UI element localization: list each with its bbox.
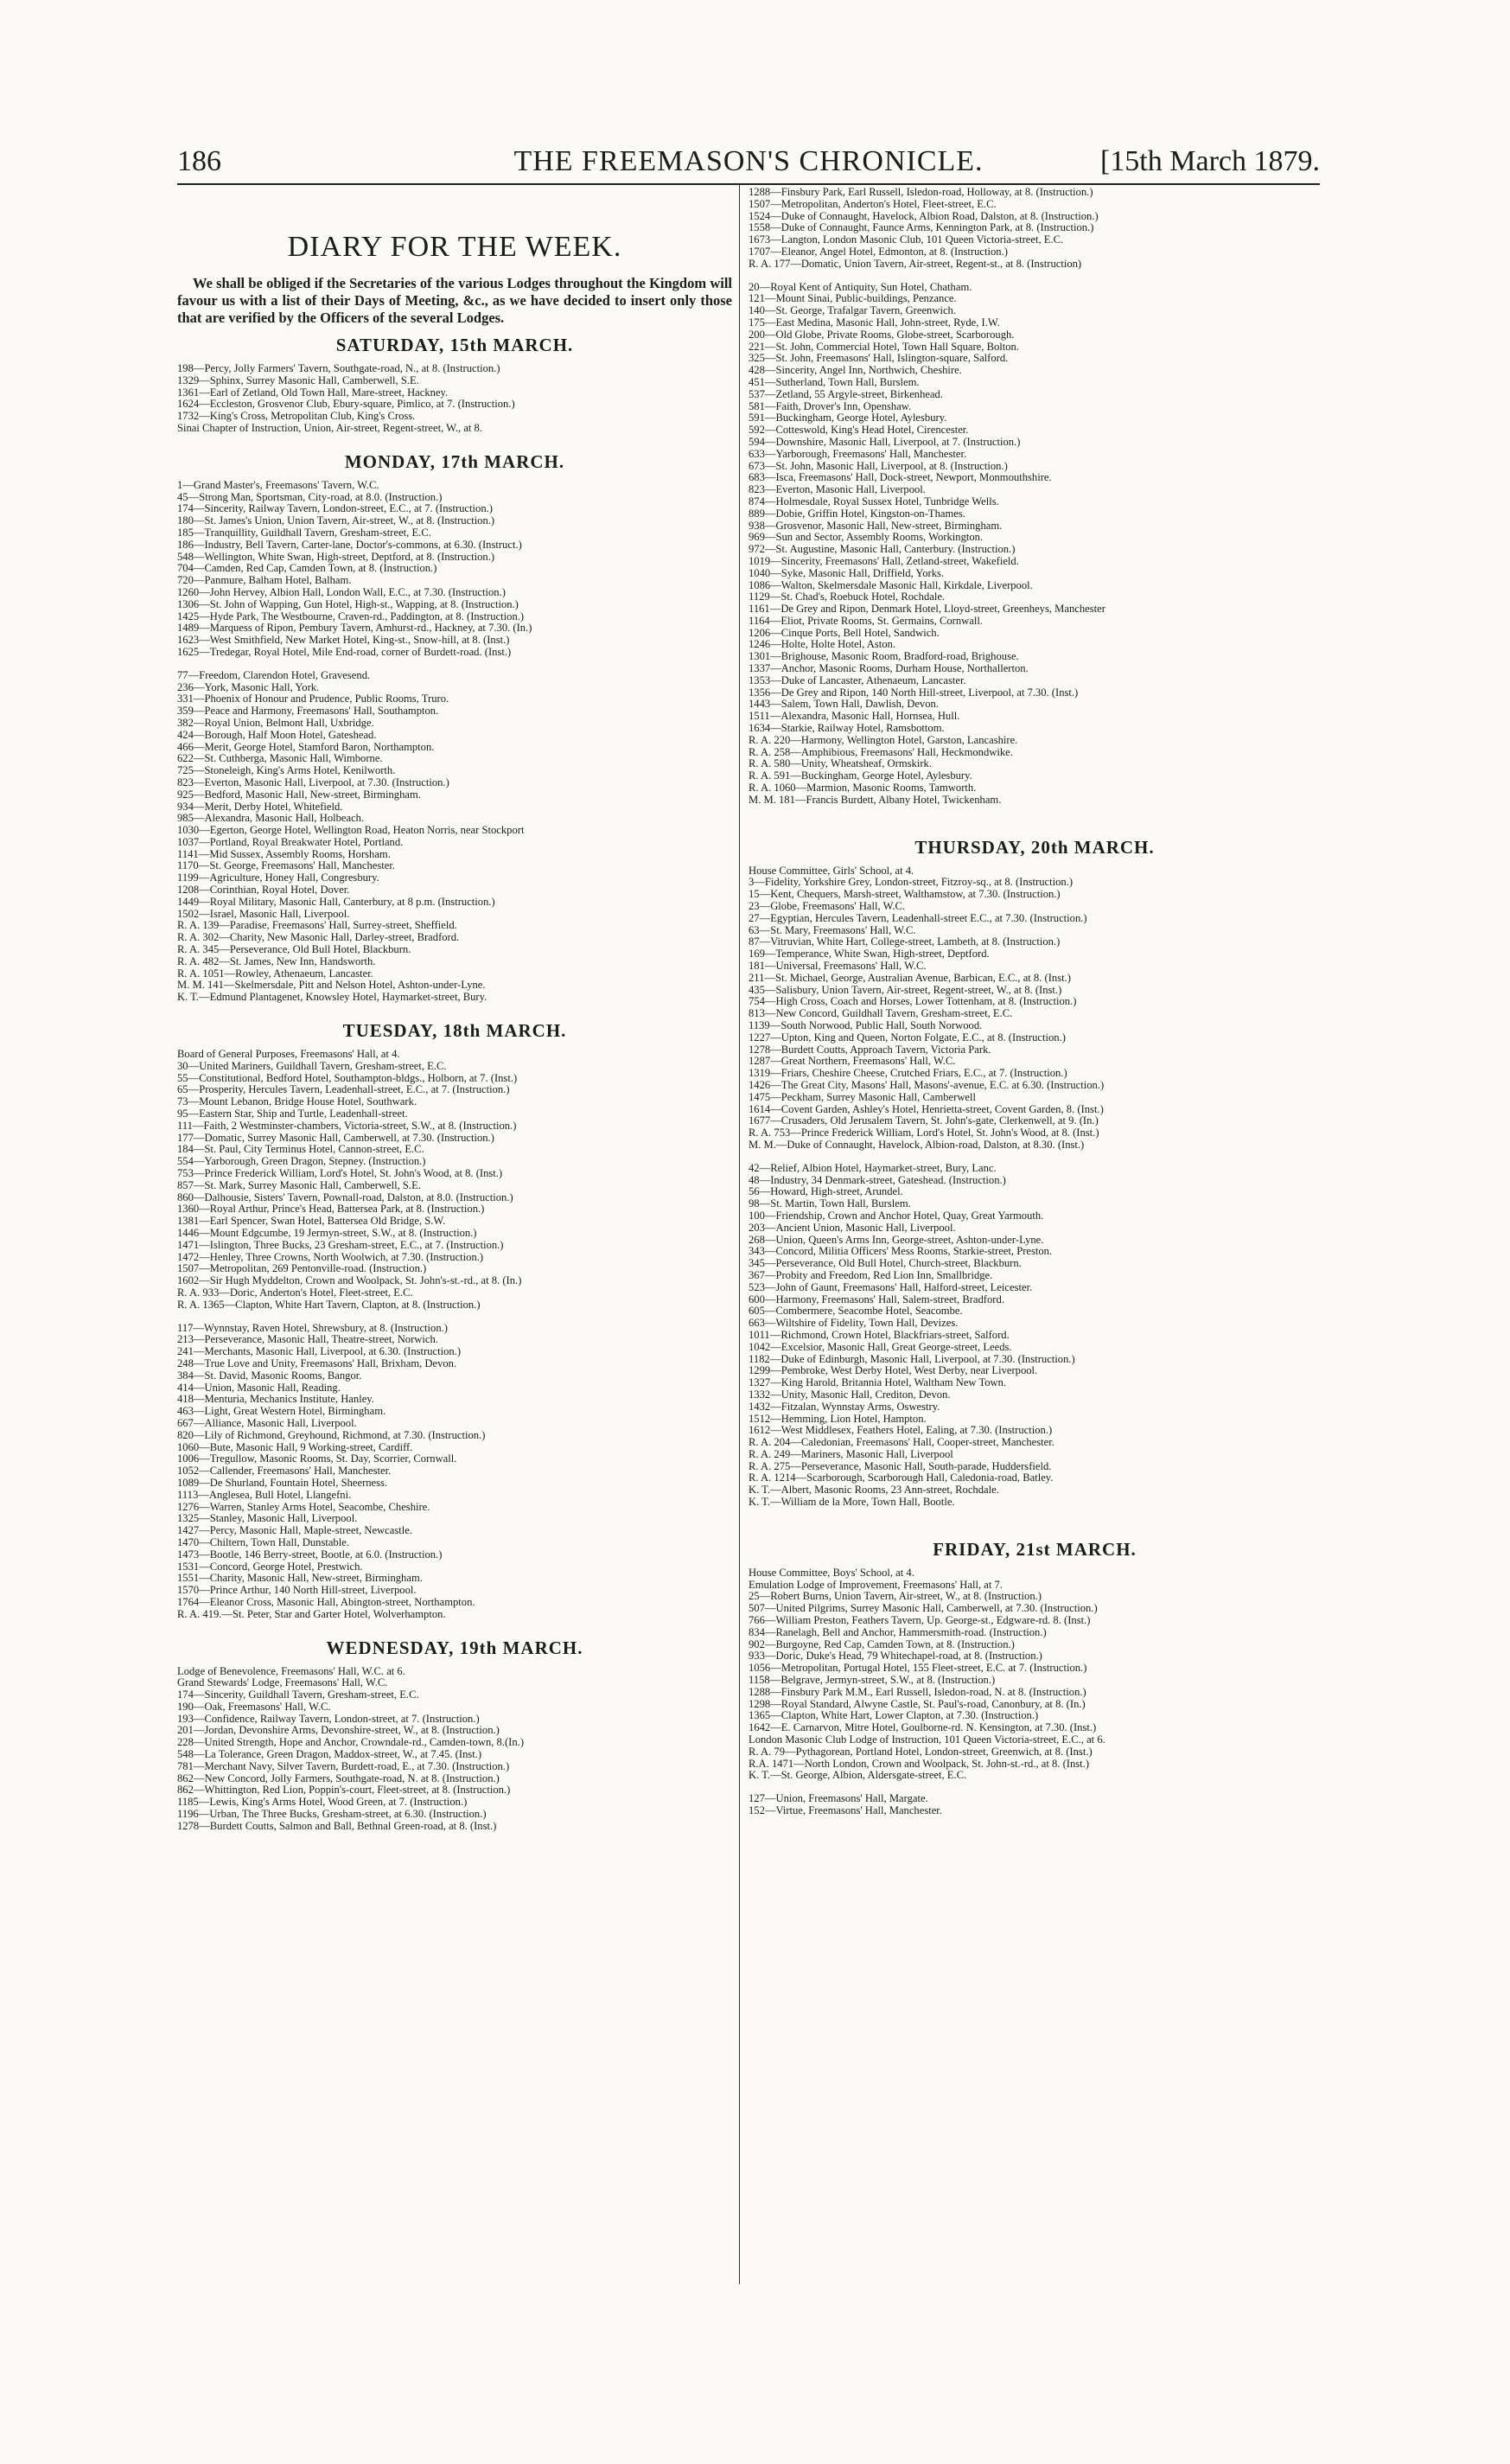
lodge-entry: 359—Peace and Harmony, Freemasons' Hall, Southampton. bbox=[177, 705, 439, 718]
lodge-entry: K. T.—St. George, Albion, Aldersgate-street, E.C. bbox=[749, 1770, 967, 1782]
lodge-entry: 1642—E. Carnarvon, Mitre Hotel, Goulborne-rd. N. Kensington, at 7.30. (Inst.) bbox=[749, 1722, 1097, 1734]
lodge-entry: 1507—Metropolitan, Anderton's Hotel, Fleet-street, E.C. bbox=[749, 198, 997, 210]
lodge-entry: 813—New Concord, Guildhall Tavern, Gresham-street, E.C. bbox=[749, 1008, 1013, 1020]
lodge-entry: 1306—St. John of Wapping, Gun Hotel, High-st., Wapping, at 8. (Instruction.) bbox=[177, 598, 519, 610]
lodge-entry: 1707—Eleanor, Angel Hotel, Edmonton, at 8. (Instruction.) bbox=[749, 246, 1008, 258]
lodge-entry: R. A. 1214—Scarborough, Scarborough Hall, Caledonia-road, Batley. bbox=[749, 1472, 1054, 1484]
lodge-entry: 902—Burgoyne, Red Cap, Camden Town, at 8. (Instruction.) bbox=[749, 1638, 1015, 1650]
lodge-entry: 1511—Alexandra, Masonic Hall, Hornsea, Hull. bbox=[749, 711, 960, 723]
lodge-entry: 27—Egyptian, Hercules Tavern, Leadenhall-street E.C., at 7.30. (Instruction.) bbox=[749, 912, 1087, 924]
lodge-entry: 45—Strong Man, Sportsman, City-road, at 8.0. (Instruction.) bbox=[177, 491, 443, 503]
lodge-entry: 1673—Langton, London Masonic Club, 101 Queen Victoria-street, E.C. bbox=[749, 234, 1064, 246]
lodge-entry: R. A. 275—Perseverance, Masonic Hall, South-parade, Huddersfield. bbox=[749, 1460, 1052, 1472]
lodge-entry: 48—Industry, 34 Denmark-street, Gateshead. (Instruction.) bbox=[749, 1174, 1006, 1186]
lodge-entry: 198—Percy, Jolly Farmers' Tavern, Southgate-road, N., at 8. (Instruction.) bbox=[177, 363, 500, 374]
lodge-entry: 1052—Callender, Freemasons' Hall, Manchester. bbox=[177, 1465, 392, 1478]
lodge-entry: 823—Everton, Masonic Hall, Liverpool. bbox=[749, 484, 926, 496]
lodge-entry: 345—Perseverance, Old Bull Hotel, Church-street, Blackburn. bbox=[749, 1258, 1022, 1270]
lodge-entry: 554—Yarborough, Green Dragon, Stepney. (Instruction.) bbox=[177, 1156, 426, 1168]
lodge-entry: 1432—Fitzalan, Wynnstay Arms, Oswestry. bbox=[749, 1401, 940, 1413]
lodge-entry: 969—Sun and Sector, Assembly Rooms, Workington. bbox=[749, 532, 984, 544]
lodge-entry: 938—Grosvenor, Masonic Hall, New-street, Birmingham. bbox=[749, 520, 1003, 532]
lodge-entry: 985—Alexandra, Masonic Hall, Holbeach. bbox=[177, 813, 365, 825]
lodge-entry: R. A. 302—Charity, New Masonic Hall, Darley-street, Bradford. bbox=[177, 932, 460, 944]
lodge-entry: 1624—Eccleston, Grosvenor Club, Ebury-square, Pimlico, at 7. (Instruction.) bbox=[177, 399, 515, 411]
lodge-entry: 1288—Finsbury Park, Earl Russell, Isledon-road, Holloway, at 8. (Instruction.) bbox=[749, 187, 1093, 198]
section-thursday bbox=[749, 836, 1321, 1509]
lodge-entry: 1732—King's Cross, Metropolitan Club, King's Cross. bbox=[177, 411, 416, 423]
lodge-entry: 343—Concord, Militia Officers' Mess Rooms, Starkie-street, Preston. bbox=[749, 1246, 1053, 1258]
lodge-entry: 1353—Duke of Lancaster, Athenaeum, Lancaster. bbox=[749, 674, 966, 686]
lodge-entry: R. A. 753—Prince Frederick William, Lord's Hotel, St. John's Wood, at 8. (Inst.) bbox=[749, 1127, 1099, 1139]
lodge-entry: 1551—Charity, Masonic Hall, New-street, Birmingham. bbox=[177, 1573, 423, 1585]
lodge-entry: R. A. 249—Mariners, Masonic Hall, Liverpool bbox=[749, 1448, 953, 1460]
lodge-entry: 87—Vitruvian, White Hart, College-street, Lambeth, at 8. (Instruction.) bbox=[749, 936, 1061, 948]
entry-list-thursday bbox=[749, 865, 1321, 1509]
lodge-entry: 1623—West Smithfield, New Market Hotel, King-st., Snow-hill, at 8. (Inst.) bbox=[177, 635, 510, 647]
lodge-entry: 834—Ranelagh, Bell and Anchor, Hammersmith-road. (Instruction.) bbox=[749, 1626, 1047, 1638]
lodge-entry: 1246—Holte, Holte Hotel, Aston. bbox=[749, 639, 896, 651]
lodge-entry: 117—Wynnstay, Raven Hotel, Shrewsbury, at 8. (Instruction.) bbox=[177, 1322, 448, 1334]
day-heading-wednesday: WEDNESDAY, 19th MARCH. bbox=[326, 1637, 583, 1658]
lodge-entry: M. M. 181—Francis Burdett, Albany Hotel, Twickenham. bbox=[749, 794, 1002, 806]
lodge-entry: 1158—Belgrave, Jermyn-street, S.W., at 8. (Instruction.) bbox=[749, 1675, 996, 1687]
section-monday bbox=[177, 450, 732, 1004]
lodge-entry: 1327—King Harold, Britannia Hotel, Waltham New Town. bbox=[749, 1377, 1007, 1389]
lodge-entry: Emulation Lodge of Improvement, Freemasons' Hall, at 7. bbox=[749, 1579, 1003, 1591]
lodge-entry: 1170—St. George, Freemasons' Hall, Manchester. bbox=[177, 860, 395, 872]
column-divider bbox=[739, 185, 740, 2284]
entry-gap bbox=[749, 271, 1321, 282]
lodge-entry: 874—Holmesdale, Royal Sussex Hotel, Tunbridge Wells. bbox=[749, 495, 999, 507]
lodge-entry: R. A. 482—St. James, New Inn, Handsworth. bbox=[177, 955, 376, 967]
lodge-entry: 581—Faith, Drover's Inn, Openshaw. bbox=[749, 400, 912, 412]
lodge-entry: 1602—Sir Hugh Myddelton, Crown and Woolpack, St. John's-st.-rd., at 8. (In.) bbox=[177, 1275, 522, 1287]
lodge-entry: 1113—Anglesea, Bull Hotel, Llangefni. bbox=[177, 1489, 352, 1501]
lodge-entry: R. A. 419.—St. Peter, Star and Garter Hotel, Wolverhampton. bbox=[177, 1608, 446, 1620]
entry-list-friday bbox=[749, 1567, 1321, 1817]
lodge-entry: R. A. 204—Caledonian, Freemasons' Hall, Cooper-street, Manchester. bbox=[749, 1437, 1054, 1449]
lodge-entry: 331—Phoenix of Honour and Prudence, Public Rooms, Truro. bbox=[177, 693, 449, 705]
entry-list-saturday bbox=[177, 363, 732, 435]
lodge-entry: 3—Fidelity, Yorkshire Grey, London-street, Fitzroy-sq., at 8. (Instruction.) bbox=[749, 877, 1074, 889]
lodge-entry: 1507—Metropolitan, 269 Pentonville-road. (Instruction.) bbox=[177, 1263, 427, 1275]
lodge-entry: House Committee, Boys' School, at 4. bbox=[749, 1567, 914, 1579]
lodge-entry: 451—Sutherland, Town Hall, Burslem. bbox=[749, 376, 920, 388]
diary-intro: We shall be obliged if the Secretaries of the various Lodges throughout the Kingdom will favour us with a list of their Days of Meeting, &c., as we have decided to insert only those that are verified by the Officers of the several Lodges. bbox=[177, 275, 732, 326]
lodge-entry: 1502—Israel, Masonic Hall, Liverpool. bbox=[177, 908, 350, 920]
lodge-entry: 1512—Hemming, Lion Hotel, Hampton. bbox=[749, 1413, 927, 1425]
lodge-entry: R. A. 177—Domatic, Union Tavern, Air-street, Regent-st., at 8. (Instruction) bbox=[749, 258, 1082, 270]
lodge-entry: 100—Friendship, Crown and Anchor Hotel, Quay, Great Yarmouth. bbox=[749, 1210, 1044, 1222]
lodge-entry: 704—Camden, Red Cap, Camden Town, at 8. (Instruction.) bbox=[177, 563, 437, 575]
lodge-entry: 65—Prosperity, Hercules Tavern, Leadenhall-street, E.C., at 7. (Instruction.) bbox=[177, 1084, 510, 1096]
lodge-entry: 1301—Brighouse, Masonic Room, Bradford-road, Brighouse. bbox=[749, 651, 1019, 663]
section-saturday bbox=[177, 334, 732, 435]
lodge-entry: 820—Lily of Richmond, Greyhound, Richmond, at 7.30. (Instruction.) bbox=[177, 1429, 486, 1441]
lodge-entry: 1524—Duke of Connaught, Havelock, Albion Road, Dalston, at 8. (Instruction.) bbox=[749, 210, 1099, 222]
lodge-entry: 23—Globe, Freemasons' Hall, W.C. bbox=[749, 901, 906, 913]
lodge-entry: 1288—Finsbury Park M.M., Earl Russell, Isledon-road, N. at 8. (Instruction.) bbox=[749, 1686, 1086, 1698]
issue-date: [15th March 1879. bbox=[1099, 145, 1320, 177]
lodge-entry: 1040—Syke, Masonic Hall, Driffield, Yorks. bbox=[749, 567, 945, 579]
lodge-entry: 248—True Love and Unity, Freemasons' Hall, Brixham, Devon. bbox=[177, 1357, 457, 1369]
lodge-entry: 594—Downshire, Masonic Hall, Liverpool, at 7. (Instruction.) bbox=[749, 436, 1021, 448]
lodge-entry: 1298—Royal Standard, Alwyne Castle, St. Paul's-road, Canonbury, at 8. (In.) bbox=[749, 1698, 1086, 1710]
lodge-entry: 1634—Starkie, Railway Hotel, Ramsbottom. bbox=[749, 723, 945, 735]
lodge-entry: 111—Faith, 2 Westminster-chambers, Victoria-street, S.W., at 8. (Instruction.) bbox=[177, 1120, 517, 1132]
lodge-entry: K. T.—Edmund Plantagenet, Knowsley Hotel, Haymarket-street, Bury. bbox=[177, 992, 487, 1004]
lodge-entry: 889—Dobie, Griffin Hotel, Kingston-on-Thames. bbox=[749, 507, 965, 520]
lodge-entry: 1426—The Great City, Masons' Hall, Masons'-avenue, E.C. at 6.30. (Instruction.) bbox=[749, 1079, 1105, 1091]
lodge-entry: 1299—Pembroke, West Derby Hotel, West Derby, near Liverpool. bbox=[749, 1365, 1038, 1377]
lodge-entry: 1037—Portland, Royal Breakwater Hotel, Portland. bbox=[177, 836, 404, 848]
lodge-entry: 1425—Hyde Park, The Westbourne, Craven-rd., Paddington, at 8. (Instruction.) bbox=[177, 610, 525, 622]
lodge-entry: 1—Grand Master's, Freemasons' Tavern, W.C. bbox=[177, 479, 379, 491]
lodge-entry: R. A. 258—Amphibious, Freemasons' Hall, Heckmondwike. bbox=[749, 746, 1013, 758]
lodge-entry: Grand Stewards' Lodge, Freemasons' Hall, W.C. bbox=[177, 1677, 388, 1689]
lodge-entry: 186—Industry, Bell Tavern, Carter-lane, Doctor's-commons, at 6.30. (Instruct.) bbox=[177, 539, 522, 551]
lodge-entry: 20—Royal Kent of Antiquity, Sun Hotel, Chatham. bbox=[749, 281, 972, 293]
lodge-entry: 925—Bedford, Masonic Hall, New-street, Birmingham. bbox=[177, 788, 421, 801]
lodge-entry: 241—Merchants, Masonic Hall, Liverpool, at 6.30. (Instruction.) bbox=[177, 1346, 462, 1358]
lodge-entry: 228—United Strength, Hope and Anchor, Crowndale-rd., Camden-town, 8.(In.) bbox=[177, 1737, 525, 1749]
lodge-entry: 1471—Islington, Three Bucks, 23 Gresham-street, E.C., at 7. (Instruction.) bbox=[177, 1239, 504, 1251]
day-heading-saturday: SATURDAY, 15th MARCH. bbox=[335, 335, 574, 355]
lodge-entry: 1042—Excelsior, Masonic Hall, Great George-street, Leeds. bbox=[749, 1341, 1012, 1353]
lodge-entry: 720—Panmure, Balham Hotel, Balham. bbox=[177, 575, 352, 587]
lodge-entry: 1260—John Hervey, Albion Hall, London Wall, E.C., at 7.30. (Instruction.) bbox=[177, 586, 506, 598]
page-number: 186 bbox=[177, 145, 221, 177]
lodge-entry: R.A. 1471—North London, Crown and Woolpack, St. John-st.-rd., at 8. (Inst.) bbox=[749, 1758, 1090, 1770]
lodge-entry: 428—Sincerity, Angel Inn, Northwich, Cheshire. bbox=[749, 365, 962, 377]
entry-gap bbox=[177, 659, 732, 670]
lodge-entry: 1446—Mount Edgcumbe, 19 Jermyn-street, S.W., at 8. (Instruction.) bbox=[177, 1228, 477, 1239]
lodge-entry: 1227—Upton, King and Queen, Norton Folgate, E.C., at 8. (Instruction.) bbox=[749, 1031, 1066, 1044]
lodge-entry: 236—York, Masonic Hall, York. bbox=[177, 681, 320, 693]
lodge-entry: 862—New Concord, Jolly Farmers, Southgate-road, N. at 8. (Instruction.) bbox=[177, 1772, 500, 1784]
left-column bbox=[177, 187, 732, 1848]
lodge-entry: 753—Prince Frederick William, Lord's Hotel, St. John's Wood, at 8. (Inst.) bbox=[177, 1168, 503, 1180]
lodge-entry: 1531—Concord, George Hotel, Prestwich. bbox=[177, 1561, 363, 1573]
entry-list-wednesday-part1 bbox=[177, 1666, 732, 1833]
lodge-entry: 77—Freedom, Clarendon Hotel, Gravesend. bbox=[177, 669, 371, 681]
lodge-entry: 184—St. Paul, City Terminus Hotel, Cannon-street, E.C. bbox=[177, 1144, 424, 1156]
lodge-entry: 193—Confidence, Railway Tavern, London-street, at 7. (Instruction.) bbox=[177, 1713, 480, 1725]
lodge-entry: K. T.—Albert, Masonic Rooms, 23 Ann-street, Rochdale. bbox=[749, 1484, 999, 1497]
lodge-entry: 548—Wellington, White Swan, High-street, Deptford, at 8. (Instruction.) bbox=[177, 551, 495, 563]
lodge-entry: 435—Salisbury, Union Tavern, Air-street, Regent-street, W., at 8. (Inst.) bbox=[749, 984, 1062, 996]
lodge-entry: 605—Combermere, Seacombe Hotel, Seacombe. bbox=[749, 1305, 963, 1318]
day-heading-thursday: THURSDAY, 20th MARCH. bbox=[914, 836, 1155, 858]
day-heading-friday: FRIDAY, 21st MARCH. bbox=[933, 1538, 1137, 1560]
lodge-entry: 1570—Prince Arthur, 140 North Hill-street, Liverpool. bbox=[177, 1585, 417, 1597]
entry-gap bbox=[749, 1782, 1321, 1793]
lodge-entry: 592—Cotteswold, King's Head Hotel, Cirencester. bbox=[749, 424, 969, 437]
lodge-entry: 1329—Sphinx, Surrey Masonic Hall, Camberwell, S.E. bbox=[177, 374, 419, 386]
lodge-entry: 1011—Richmond, Crown Hotel, Blackfriars-street, Salford. bbox=[749, 1329, 1010, 1341]
lodge-entry: 180—St. James's Union, Union Tavern, Air-street, W., at 8. (Instruction.) bbox=[177, 515, 495, 527]
lodge-entry: 25—Robert Burns, Union Tavern, Air-street, W., at 8. (Instruction.) bbox=[749, 1591, 1042, 1603]
lodge-entry: House Committee, Girls' School, at 4. bbox=[749, 865, 914, 877]
lodge-entry: 181—Universal, Freemasons' Hall, W.C. bbox=[749, 961, 927, 973]
lodge-entry: 56—Howard, High-street, Arundel. bbox=[749, 1186, 903, 1198]
lodge-entry: 622—St. Cuthberga, Masonic Hall, Wimborne. bbox=[177, 753, 383, 765]
lodge-entry: M. M.—Duke of Connaught, Havelock, Albion-road, Dalston, at 8.30. (Inst.) bbox=[749, 1139, 1085, 1151]
lodge-entry: 466—Merit, George Hotel, Stamford Baron, Northampton. bbox=[177, 741, 435, 753]
lodge-entry: 1206—Cinque Ports, Bell Hotel, Sandwich. bbox=[749, 627, 940, 639]
lodge-entry: 95—Eastern Star, Ship and Turtle, Leadenhall-street. bbox=[177, 1108, 408, 1120]
lodge-entry: 1614—Covent Garden, Ashley's Hotel, Henrietta-street, Covent Garden, 8. (Inst.) bbox=[749, 1103, 1104, 1115]
lodge-entry: London Masonic Club Lodge of Instruction, 101 Queen Victoria-street, E.C., at 6. bbox=[749, 1734, 1105, 1746]
lodge-entry: 507—United Pilgrims, Surrey Masonic Hall, Camberwell, at 7.30. (Instruction.) bbox=[749, 1603, 1098, 1615]
lodge-entry: 1356—De Grey and Ripon, 140 North Hill-street, Liverpool, at 7.30. (Inst.) bbox=[749, 686, 1079, 699]
lodge-entry: 1449—Royal Military, Masonic Hall, Canterbury, at 8 p.m. (Instruction.) bbox=[177, 896, 495, 908]
lodge-entry: 174—Sincerity, Guildhall Tavern, Gresham-street, E.C. bbox=[177, 1689, 419, 1701]
lodge-entry: 221—St. John, Commercial Hotel, Town Hall Square, Bolton. bbox=[749, 341, 1020, 353]
entry-gap bbox=[177, 1312, 732, 1323]
lodge-entry: R. A. 139—Paradise, Freemasons' Hall, Surrey-street, Sheffield. bbox=[177, 920, 457, 932]
lodge-entry: 1056—Metropolitan, Portugal Hotel, 155 Fleet-street, E.C. at 7. (Instruction.) bbox=[749, 1663, 1087, 1675]
lodge-entry: 1196—Urban, The Three Bucks, Gresham-street, at 6.30. (Instruction.) bbox=[177, 1809, 487, 1821]
lodge-entry: 1182—Duke of Edinburgh, Masonic Hall, Liverpool, at 7.30. (Instruction.) bbox=[749, 1353, 1075, 1365]
section-friday bbox=[749, 1538, 1321, 1817]
lodge-entry: R. A. 591—Buckingham, George Hotel, Aylesbury. bbox=[749, 770, 972, 782]
lodge-entry: 600—Harmony, Freemasons' Hall, Salem-street, Bradford. bbox=[749, 1293, 1004, 1305]
lodge-entry: 673—St. John, Masonic Hall, Liverpool, at 8. (Instruction.) bbox=[749, 460, 1008, 472]
lodge-entry: R. A. 1365—Clapton, White Hart Tavern, Clapton, at 8. (Instruction.) bbox=[177, 1299, 481, 1311]
lodge-entry: 860—Dalhousie, Sisters' Tavern, Pownall-road, Dalston, at 8.0. (Instruction.) bbox=[177, 1191, 513, 1203]
lodge-entry: 203—Ancient Union, Masonic Hall, Liverpool. bbox=[749, 1222, 956, 1234]
lodge-entry: 414—Union, Masonic Hall, Reading. bbox=[177, 1382, 341, 1394]
lodge-entry: 591—Buckingham, George Hotel, Aylesbury. bbox=[749, 412, 947, 424]
lodge-entry: 1360—Royal Arthur, Prince's Head, Battersea Park, at 8. (Instruction.) bbox=[177, 1203, 485, 1216]
lodge-entry: 1558—Duke of Connaught, Faunce Arms, Kennington Park, at 8. (Instruction.) bbox=[749, 222, 1094, 234]
entry-list-wednesday-part2 bbox=[749, 187, 1321, 807]
diary-title: DIARY FOR THE WEEK. bbox=[287, 231, 622, 263]
lodge-entry: 325—St. John, Freemasons' Hall, Islington-square, Salford. bbox=[749, 353, 1009, 365]
lodge-entry: 1139—South Norwood, Public Hall, South Norwood. bbox=[749, 1020, 983, 1031]
lodge-entry: 1337—Anchor, Masonic Rooms, Durham House, Northallerton. bbox=[749, 663, 1029, 675]
lodge-entry: R. A. 220—Harmony, Wellington Hotel, Garston, Lancashire. bbox=[749, 734, 1018, 746]
lodge-entry: 174—Sincerity, Railway Tavern, London-street, E.C., at 7. (Instruction.) bbox=[177, 503, 493, 515]
lodge-entry: 463—Light, Great Western Hotel, Birmingham. bbox=[177, 1406, 386, 1418]
lodge-entry: 382—Royal Union, Belmont Hall, Uxbridge. bbox=[177, 717, 374, 729]
day-heading-monday: MONDAY, 17th MARCH. bbox=[344, 450, 565, 472]
lodge-entry: 663—Wiltshire of Fidelity, Town Hall, Devizes. bbox=[749, 1318, 959, 1330]
lodge-entry: 934—Merit, Derby Hotel, Whitefield. bbox=[177, 801, 343, 813]
lodge-entry: 725—Stoneleigh, King's Arms Hotel, Kenilworth. bbox=[177, 765, 396, 777]
lodge-entry: 1208—Corinthian, Royal Hotel, Dover. bbox=[177, 884, 350, 897]
lodge-entry: 1677—Crusaders, Old Jerusalem Tavern, St. John's-gate, Clerkenwell, at 9. (In.) bbox=[749, 1115, 1099, 1127]
lodge-entry: 683—Isca, Freemasons' Hall, Dock-street, Newport, Monmouthshire. bbox=[749, 472, 1052, 484]
lodge-entry: 667—Alliance, Masonic Hall, Liverpool. bbox=[177, 1417, 357, 1429]
lodge-entry: 200—Old Globe, Private Rooms, Globe-street, Scarborough. bbox=[749, 329, 1015, 341]
lodge-entry: 140—St. George, Trafalgar Tavern, Greenwich. bbox=[749, 305, 956, 317]
lodge-entry: R. A. 79—Pythagorean, Portland Hotel, London-street, Greenwich, at 8. (Inst.) bbox=[749, 1746, 1093, 1758]
lodge-entry: 1473—Bootle, 146 Berry-street, Bootle, at 6.0. (Instruction.) bbox=[177, 1548, 443, 1561]
lodge-entry: 1276—Warren, Stanley Arms Hotel, Seacombe, Cheshire. bbox=[177, 1501, 430, 1513]
entry-list-tuesday bbox=[177, 1049, 732, 1620]
lodge-entry: 1141—Mid Sussex, Assembly Rooms, Horsham. bbox=[177, 848, 391, 860]
lodge-entry: 63—St. Mary, Freemasons' Hall, W.C. bbox=[749, 924, 916, 936]
lodge-entry: 1475—Peckham, Surrey Masonic Hall, Camberwell bbox=[749, 1091, 977, 1103]
lodge-entry: 1319—Friars, Cheshire Cheese, Crutched Friars, E.C., at 7. (Instruction.) bbox=[749, 1068, 1067, 1080]
lodge-entry: 1764—Eleanor Cross, Masonic Hall, Abington-street, Northampton. bbox=[177, 1596, 475, 1608]
right-column bbox=[749, 187, 1321, 1847]
lodge-entry: 1185—Lewis, King's Arms Hotel, Wood Green, at 7. (Instruction.) bbox=[177, 1797, 468, 1809]
lodge-entry: 972—St. Augustine, Masonic Hall, Canterbury. (Instruction.) bbox=[749, 544, 1016, 556]
entry-gap bbox=[749, 1152, 1321, 1163]
lodge-entry: K. T.—William de la More, Town Hall, Bootle. bbox=[749, 1497, 955, 1509]
lodge-entry: 185—Tranquillity, Guildhall Tavern, Gresham-street, E.C. bbox=[177, 527, 431, 539]
lodge-entry: 73—Mount Lebanon, Bridge House Hotel, Southwark. bbox=[177, 1096, 417, 1108]
lodge-entry: 42—Relief, Albion Hotel, Haymarket-street, Bury, Lanc. bbox=[749, 1162, 997, 1174]
lodge-entry: 862—Whittington, Red Lion, Poppin's-court, Fleet-street, at 8. (Instruction.) bbox=[177, 1784, 511, 1797]
lodge-entry: 175—East Medina, Masonic Hall, John-street, Ryde, I.W. bbox=[749, 316, 1000, 329]
lodge-entry: 766—William Preston, Feathers Tavern, Up. George-st., Edgware-rd. 8. (Inst.) bbox=[749, 1615, 1091, 1627]
lodge-entry: 177—Domatic, Surrey Masonic Hall, Camberwell, at 7.30. (Instruction.) bbox=[177, 1132, 494, 1144]
lodge-entry: 857—St. Mark, Surrey Masonic Hall, Camberwell, S.E. bbox=[177, 1179, 421, 1191]
header-rule bbox=[177, 183, 1320, 185]
lodge-entry: 1164—Eliot, Private Rooms, St. Germains, Cornwall. bbox=[749, 615, 983, 627]
lodge-entry: 1030—Egerton, George Hotel, Wellington Road, Heaton Norris, near Stockport bbox=[177, 825, 525, 837]
lodge-entry: 211—St. Michael, George, Australian Avenue, Barbican, E.C., at 8. (Inst.) bbox=[749, 972, 1071, 984]
lodge-entry: 30—United Mariners, Guildhall Tavern, Gresham-street, E.C. bbox=[177, 1060, 447, 1072]
lodge-entry: R. A. 345—Perseverance, Old Bull Hotel, Blackburn. bbox=[177, 944, 411, 956]
lodge-entry: Board of General Purposes, Freemasons' Hall, at 4. bbox=[177, 1049, 400, 1061]
lodge-entry: 268—Union, Queen's Arms Inn, George-street, Ashton-under-Lyne. bbox=[749, 1234, 1044, 1246]
lodge-entry: 537—Zetland, 55 Argyle-street, Birkenhead. bbox=[749, 388, 943, 400]
lodge-entry: 1019—Sincerity, Freemasons' Hall, Zetland-street, Wakefield. bbox=[749, 555, 1019, 567]
lodge-entry: 418—Menturia, Mechanics Institute, Hanley. bbox=[177, 1394, 374, 1406]
lodge-entry: 1381—Earl Spencer, Swan Hotel, Battersea Old Bridge, S.W. bbox=[177, 1216, 446, 1228]
lodge-entry: Sinai Chapter of Instruction, Union, Air-street, Regent-street, W., at 8. bbox=[177, 422, 482, 434]
lodge-entry: 754—High Cross, Coach and Horses, Lower Tottenham, at 8. (Instruction.) bbox=[749, 996, 1077, 1008]
lodge-entry: 548—La Tolerance, Green Dragon, Maddox-street, W., at 7.45. (Inst.) bbox=[177, 1749, 482, 1761]
lodge-entry: 1612—West Middlesex, Feathers Hotel, Ealing, at 7.30. (Instruction.) bbox=[749, 1425, 1053, 1437]
lodge-entry: 823—Everton, Masonic Hall, Liverpool, at 7.30. (Instruction.) bbox=[177, 776, 449, 788]
lodge-entry: 523—John of Gaunt, Freemasons' Hall, Halford-street, Leicester. bbox=[749, 1281, 1033, 1293]
lodge-entry: 1489—Marquess of Ripon, Pembury Tavern, Amhurst-rd., Hackney, at 7.30. (In.) bbox=[177, 622, 532, 635]
lodge-entry: 1086—Walton, Skelmersdale Masonic Hall, Kirkdale, Liverpool. bbox=[749, 579, 1033, 591]
entry-list-monday bbox=[177, 480, 732, 1004]
lodge-entry: 55—Constitutional, Bedford Hotel, Southampton-bldgs., Holborn, at 7. (Inst.) bbox=[177, 1072, 518, 1084]
masthead-title: THE FREEMASON'S CHRONICLE. bbox=[513, 145, 984, 177]
lodge-entry: 1089—De Shurland, Fountain Hotel, Sheerness. bbox=[177, 1477, 388, 1489]
lodge-entry: R. A. 933—Doric, Anderton's Hotel, Fleet-street, E.C. bbox=[177, 1286, 413, 1299]
page-header bbox=[177, 145, 1320, 183]
lodge-entry: 190—Oak, Freemasons' Hall, W.C. bbox=[177, 1701, 331, 1713]
lodge-entry: 781—Merchant Navy, Silver Tavern, Burdett-road, E., at 7.30. (Instruction.) bbox=[177, 1760, 510, 1772]
lodge-entry: 1427—Percy, Masonic Hall, Maple-street, Newcastle. bbox=[177, 1525, 412, 1537]
lodge-entry: 1278—Burdett Coutts, Approach Tavern, Victoria Park. bbox=[749, 1044, 991, 1056]
lodge-entry: 1443—Salem, Town Hall, Dawlish, Devon. bbox=[749, 699, 939, 711]
lodge-entry: 121—Mount Sinai, Public-buildings, Penzance. bbox=[749, 293, 957, 305]
lodge-entry: 213—Perseverance, Masonic Hall, Theatre-street, Norwich. bbox=[177, 1334, 438, 1346]
lodge-entry: 367—Probity and Freedom, Red Lion Inn, Smallbridge. bbox=[749, 1269, 993, 1281]
lodge-entry: 384—St. David, Masonic Rooms, Bangor. bbox=[177, 1369, 362, 1382]
lodge-entry: M. M. 141—Skelmersdale, Pitt and Nelson Hotel, Ashton-under-Lyne. bbox=[177, 980, 486, 992]
lodge-entry: 1060—Bute, Masonic Hall, 9 Working-street, Cardiff. bbox=[177, 1441, 413, 1453]
lodge-entry: 1161—De Grey and Ripon, Denmark Hotel, Lloyd-street, Greenheys, Manchester bbox=[749, 603, 1105, 616]
lodge-entry: 1287—Great Northern, Freemasons' Hall, W.C. bbox=[749, 1056, 956, 1068]
lodge-entry: 1006—Tregullow, Masonic Rooms, St. Day, Scorrier, Cornwall. bbox=[177, 1453, 457, 1465]
lodge-entry: 633—Yarborough, Freemasons' Hall, Manchester. bbox=[749, 448, 967, 460]
lodge-entry: 1278—Burdett Coutts, Salmon and Ball, Bethnal Green-road, at 8. (Inst.) bbox=[177, 1820, 497, 1832]
lodge-entry: 1365—Clapton, White Hart, Lower Clapton, at 7.30. (Instruction.) bbox=[749, 1710, 1039, 1722]
lodge-entry: R. A. 1051—Rowley, Athenaeum, Lancaster. bbox=[177, 967, 373, 980]
section-wednesday bbox=[177, 1637, 732, 1833]
lodge-entry: 1625—Tredegar, Royal Hotel, Mile End-road, corner of Burdett-road. (Inst.) bbox=[177, 646, 512, 658]
lodge-entry: 933—Doric, Duke's Head, 79 Whitechapel-road, at 8. (Instruction.) bbox=[749, 1650, 1042, 1663]
lodge-entry: 1332—Unity, Masonic Hall, Crediton, Devon. bbox=[749, 1388, 951, 1401]
lodge-entry: 98—St. Martin, Town Hall, Burslem. bbox=[749, 1198, 911, 1210]
lodge-entry: R. A. 1060—Marmion, Masonic Rooms, Tamworth. bbox=[749, 782, 977, 795]
lodge-entry: 1472—Henley, Three Crowns, North Woolwich, at 7.30. (Instruction.) bbox=[177, 1251, 484, 1263]
lodge-entry: 1361—Earl of Zetland, Old Town Hall, Mare-street, Hackney. bbox=[177, 386, 449, 399]
lodge-entry: 1199—Agriculture, Honey Hall, Congresbury. bbox=[177, 872, 379, 884]
lodge-entry: R. A. 580—Unity, Wheatsheaf, Ormskirk. bbox=[749, 758, 932, 770]
lodge-entry: 1129—St. Chad's, Roebuck Hotel, Rochdale. bbox=[749, 591, 946, 603]
lodge-entry: 127—Union, Freemasons' Hall, Margate. bbox=[749, 1793, 928, 1805]
section-wednesday-continued bbox=[749, 187, 1321, 807]
lodge-entry: 1325—Stanley, Masonic Hall, Liverpool. bbox=[177, 1513, 358, 1525]
lodge-entry: Lodge of Benevolence, Freemasons' Hall, W.C. at 6. bbox=[177, 1665, 405, 1677]
lodge-entry: 1470—Chiltern, Town Hall, Dunstable. bbox=[177, 1536, 349, 1548]
lodge-entry: 424—Borough, Half Moon Hotel, Gateshead. bbox=[177, 729, 377, 741]
lodge-entry: 15—Kent, Chequers, Marsh-street, Walthamstow, at 7.30. (Instruction.) bbox=[749, 889, 1061, 901]
lodge-entry: 169—Temperance, White Swan, High-street, Deptford. bbox=[749, 948, 990, 961]
section-tuesday bbox=[177, 1019, 732, 1620]
lodge-entry: 152—Virtue, Freemasons' Hall, Manchester. bbox=[749, 1805, 942, 1817]
lodge-entry: 201—Jordan, Devonshire Arms, Devonshire-street, W., at 8. (Instruction.) bbox=[177, 1725, 500, 1737]
day-heading-tuesday: TUESDAY, 18th MARCH. bbox=[342, 1020, 567, 1042]
